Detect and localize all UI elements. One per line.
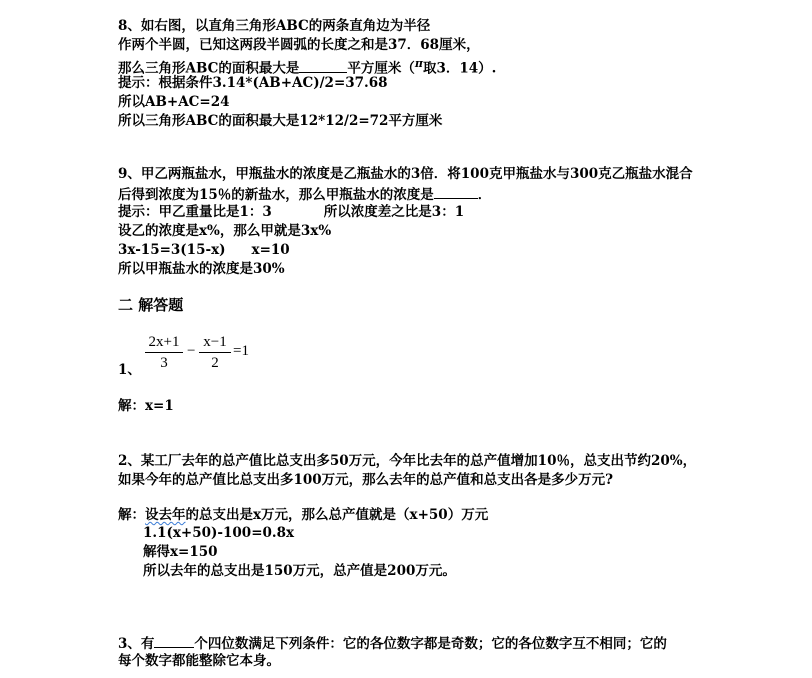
minus-sign: −	[187, 343, 196, 359]
q9-setup: 设乙的浓度是x%，那么甲就是3x%	[118, 223, 332, 239]
problem-2-line-2: 如果今年的总产值比总支出多100万元，那么去年的总产值和总支出各是多少万元?	[118, 472, 614, 488]
q9-hint-ratio: 提示：甲乙重量比是1：3	[118, 204, 272, 220]
q8-conclusion: 所以三角形ABC的面积最大是12*12/2=72平方厘米	[118, 113, 443, 129]
q9-line-2-tail: ．	[477, 187, 492, 203]
fraction-1-numerator: 2x+1	[148, 334, 180, 350]
problem-1-answer: 解：x=1	[118, 398, 174, 414]
q9-conclusion: 所以甲瓶盐水的浓度是30%	[118, 261, 285, 277]
pi-symbol: π	[414, 57, 423, 70]
equation-rhs: =1	[233, 343, 249, 359]
q9-line-2-text: 后得到浓度为15％的新盐水，那么甲瓶盐水的浓度是	[118, 187, 434, 203]
section-heading: 二 解答题	[118, 296, 184, 314]
answer-blank[interactable]	[154, 633, 194, 648]
spellcheck-marked-text: 设去年	[145, 507, 186, 523]
q8-line-1: 8、如右图，以直角三角形ABC的两条直角边为半径	[118, 18, 431, 34]
q9-line-2	[118, 184, 491, 204]
q9-equation-solution: x=10	[251, 242, 290, 258]
q8-line-3-tail: 取3．14）.	[422, 60, 497, 77]
problem-3-line-2: 每个数字都能整除它本身。	[118, 653, 280, 669]
q8-hint: 提示：根据条件3.14*(AB+AC)/2=37.68	[118, 75, 388, 91]
problem-2-line-1: 2、某工厂去年的总产值比总支出多50万元，今年比去年的总产值增加10％，总支出节约20%，	[118, 453, 697, 469]
q9-equation-lhs: 3x-15=3(15-x)	[118, 242, 226, 258]
q8-line-3-text: 那么三角形ABC的面积最大是	[118, 60, 300, 77]
answer-blank[interactable]	[299, 58, 347, 73]
q9-equation	[118, 241, 290, 259]
fraction-2	[199, 333, 231, 372]
equation	[145, 333, 285, 375]
q9-line-1: 9、甲乙两瓶盐水，甲瓶盐水的浓度是乙瓶盐水的3倍．将100克甲瓶盐水与300克乙瓶盐水混合	[118, 166, 693, 182]
problem-2-conclusion: 所以去年的总支出是150万元，总产值是200万元。	[143, 563, 456, 579]
fraction-1	[145, 333, 183, 372]
q8-step: 所以AB+AC=24	[118, 94, 230, 110]
q9-hint-diff: 所以浓度差之比是3：1	[323, 204, 465, 220]
problem-3-line-1	[118, 633, 667, 653]
fraction-1-denominator: 3	[160, 355, 168, 371]
problem-2-solve: 解得x=150	[143, 544, 218, 560]
problem-3-prefix: 3、有	[118, 636, 155, 652]
problem-2-solution	[118, 506, 488, 524]
answer-blank[interactable]	[434, 184, 478, 199]
problem-1-number: 1、	[118, 362, 141, 378]
problem-3-text: 个四位数满足下列条件：它的各位数字都是奇数；它的各位数字互不相同；它的	[194, 636, 667, 652]
solution-setup: 的总支出是x万元，那么总产值就是（x+50）万元	[185, 507, 489, 523]
fraction-2-denominator: 2	[211, 355, 219, 371]
solution-label: 解：	[118, 507, 145, 523]
problem-2-equation: 1.1(x+50)-100=0.8x	[143, 525, 295, 541]
q8-line-2: 作两个半圆，已知这两段半圆弧的长度之和是37．68厘米，	[118, 37, 480, 53]
q8-line-3-unit: 平方厘米（	[347, 60, 415, 77]
fraction-2-numerator: x−1	[203, 334, 227, 350]
q9-hint	[118, 203, 464, 221]
